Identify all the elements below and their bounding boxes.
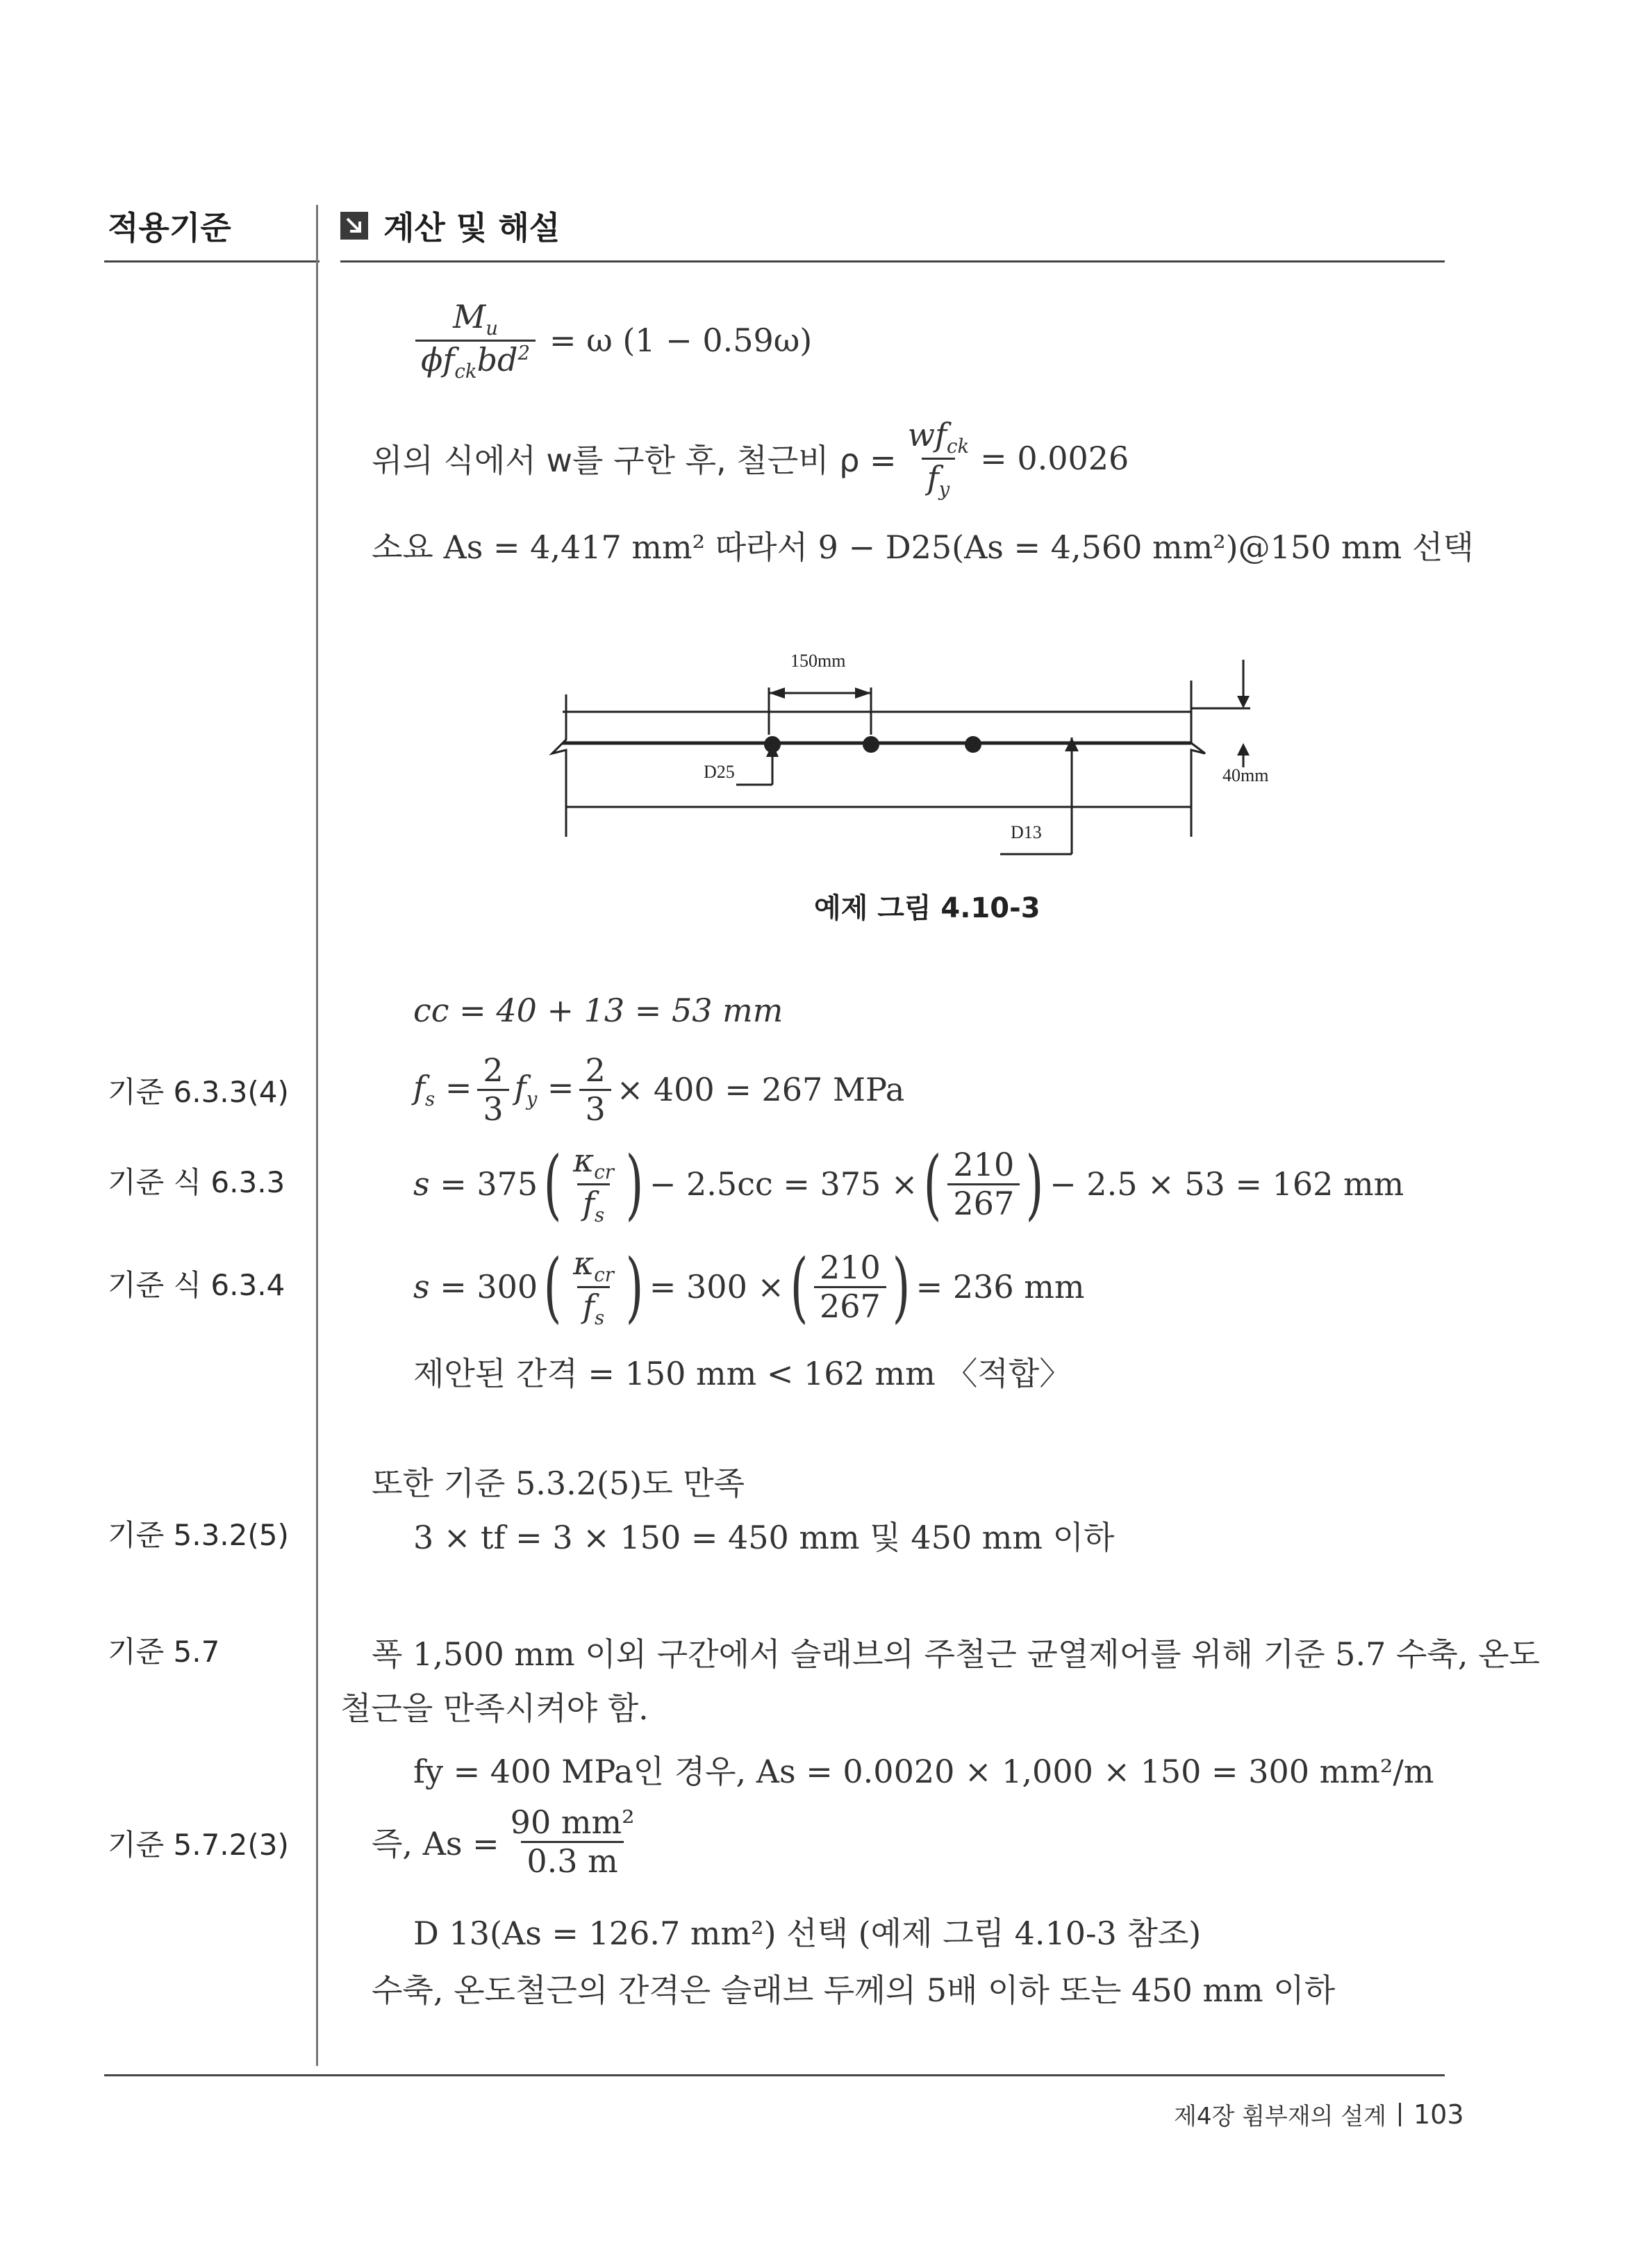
d25-label: D25 bbox=[704, 762, 735, 782]
section-heading bbox=[340, 203, 560, 249]
equation-fs: $f_s$ = $\frac{2}{3}$ $f_y$ = $\frac{2}{3}$ × 400 = 267 MPa bbox=[413, 1051, 905, 1128]
sidebar-header-rule bbox=[104, 260, 320, 262]
rebar-d25-2 bbox=[863, 736, 879, 753]
width-paragraph-line-2: 철근을 만족시켜야 함. bbox=[340, 1690, 649, 1727]
column-divider bbox=[316, 205, 318, 2066]
ref-5-7: 기준 5.7 bbox=[108, 1635, 220, 1669]
cover-arrow-up bbox=[1237, 743, 1250, 756]
required-steel-line: 소요 As = 4,417 mm² 따라서 9 − D25(As = 4,560 mm²)@150 mm 선택 bbox=[372, 528, 1474, 566]
equation-moment-rhs: = ω (1 − 0.59ω) bbox=[549, 322, 813, 360]
also-satisfies-line: 또한 기준 5.3.2(5)도 만족 bbox=[372, 1465, 745, 1502]
cover-arrow-down bbox=[1237, 696, 1250, 708]
equation-spacing-1-mid: − 2.5cc = 375 × bbox=[649, 1165, 918, 1203]
equation-as-den: 0.3 m bbox=[521, 1841, 623, 1880]
footer-separator bbox=[1399, 2103, 1401, 2126]
d13-label: D13 bbox=[1011, 822, 1042, 842]
right-break-mark bbox=[1191, 681, 1205, 837]
spacing-arrow-left bbox=[769, 687, 785, 699]
equation-spacing-1-end: − 2.5 × 53 = 162 mm bbox=[1050, 1165, 1404, 1203]
spacing-label: 150mm bbox=[790, 651, 846, 671]
spacing-arrow-right bbox=[855, 687, 871, 699]
fraction-wfck: $\frac{wf_{ck}}{f_y}$ bbox=[907, 416, 970, 501]
equation-spacing-2-end: = 236 mm bbox=[915, 1268, 1085, 1306]
section-title: 계산 및 해설 bbox=[383, 209, 561, 247]
footer bbox=[1174, 2097, 1464, 2131]
slab-rebar-figure bbox=[528, 646, 1292, 868]
ref-5-7-2-3: 기준 5.7.2(3) bbox=[108, 1828, 289, 1862]
equation-as-prefix: 즉, As = bbox=[372, 1825, 499, 1863]
equation-ratio bbox=[372, 417, 1129, 501]
proposed-spacing-line: 제안된 간격 = 150 mm < 162 mm 〈적합〉 bbox=[413, 1355, 1072, 1392]
width-paragraph-line-1: 폭 1,500 mm 이외 구간에서 슬래브의 주철근 균열제어를 위해 기준 5.7 수축, 온도 bbox=[372, 1635, 1540, 1673]
ref-eq-6-3-4: 기준 식 6.3.4 bbox=[108, 1268, 285, 1302]
equation-spacing-1: s = 375 ( $\frac{\kappa_{cr}}{f_s}$ ) − 2.5cc = 375 × ( $\frac{210}{267}$ ) − 2.5 × 53 = 162 mm bbox=[413, 1140, 1404, 1229]
footer-page-number: 103 bbox=[1413, 2099, 1464, 2130]
equation-moment bbox=[410, 299, 812, 383]
sidebar-header: 적용기준 bbox=[108, 209, 231, 247]
cover-sum-line: cc = 40 + 13 = 53 mm bbox=[413, 992, 783, 1029]
section-rule bbox=[340, 260, 1445, 262]
fy-line: fy = 400 MPa인 경우, As = 0.0020 × 1,000 × 150 = 300 mm²/m bbox=[413, 1753, 1434, 1790]
equation-spacing-2-mid: = 300 × bbox=[649, 1268, 785, 1306]
equation-as-num: 90 mm² bbox=[510, 1803, 635, 1841]
footer-chapter: 제4장 휨부재의 설계 bbox=[1174, 2103, 1386, 2131]
ref-eq-6-3-3: 기준 식 6.3.3 bbox=[108, 1165, 285, 1199]
tf-line: 3 × tf = 3 × 150 = 450 mm 및 450 mm 이하 bbox=[413, 1519, 1115, 1556]
equation-ratio-prefix: 위의 식에서 w를 구한 후, 철근비 ρ = bbox=[372, 442, 897, 480]
equation-fs-rhs: × 400 = 267 MPa bbox=[616, 1071, 905, 1109]
arrow-box-icon bbox=[340, 212, 368, 240]
d13-selection-line: D 13(As = 126.7 mm²) 선택 (예제 그림 4.10-3 참조) bbox=[413, 1915, 1202, 1952]
fraction-mu: $\frac{M_u}{\phi f_{ck}bd^2}$ bbox=[415, 299, 536, 383]
figure-caption: 예제 그림 4.10-3 bbox=[814, 892, 1040, 924]
equation-ratio-rhs: = 0.0026 bbox=[980, 440, 1129, 478]
ref-6-3-3-4: 기준 6.3.3(4) bbox=[108, 1075, 289, 1109]
shrinkage-spacing-line: 수축, 온도철근의 간격은 슬래브 두께의 5배 이하 또는 450 mm 이하 bbox=[372, 1971, 1336, 2009]
footer-rule bbox=[104, 2074, 1445, 2076]
cover-label: 40mm bbox=[1222, 765, 1269, 785]
equation-spacing-2: s = 300 ( $\frac{\kappa_{cr}}{f_s}$ ) = 300 × ( $\frac{210}{267}$ ) = 236 mm bbox=[413, 1242, 1085, 1332]
rebar-d25-1 bbox=[764, 736, 781, 753]
left-break-mark bbox=[552, 694, 566, 837]
equation-as bbox=[372, 1804, 646, 1880]
rebar-d25-3 bbox=[965, 736, 981, 753]
ref-5-3-2-5: 기준 5.3.2(5) bbox=[108, 1518, 289, 1552]
